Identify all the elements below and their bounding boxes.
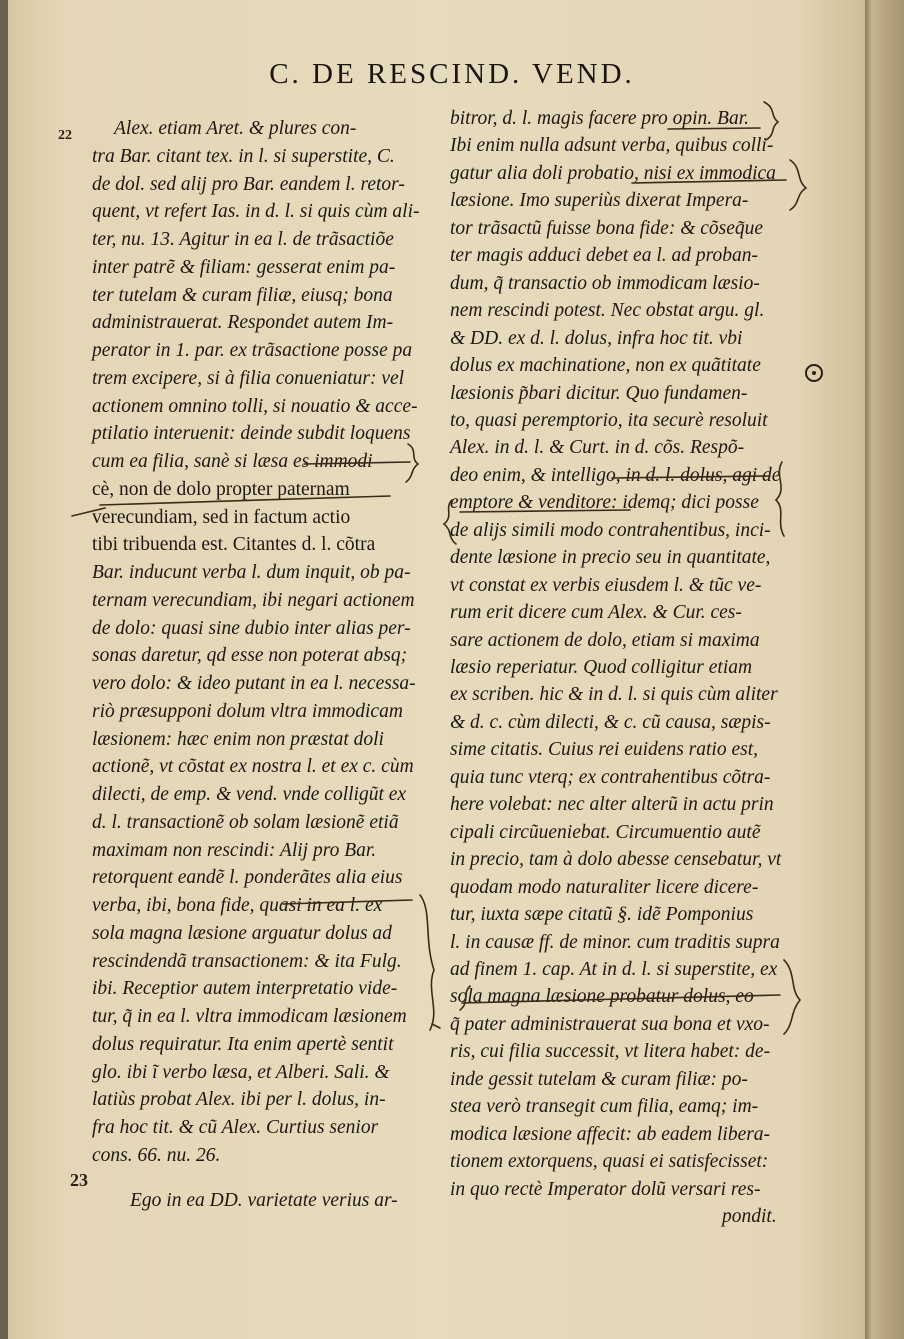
left-column-line: dolus requiratur. Ita enim apertè sentit (92, 1033, 394, 1055)
paternam-stroke (72, 508, 105, 516)
bracket-right-1 (764, 102, 778, 140)
left-column-line: rescindendã transactionem: & ita Fulg. (92, 950, 402, 972)
left-column-line: de dol. sed alij pro Bar. eandem l. retor- (92, 173, 405, 195)
right-column-line: ex scriben. hic & in d. l. si quis cùm aliter (450, 684, 778, 706)
right-column-line: tor trãsactũ fuisse bona fide: & cõseq̃ue (450, 217, 764, 239)
left-column-line: actionẽ, vt cõstat ex nostra l. et ex c. cùm (92, 756, 414, 778)
right-column-line: læsionis p̃bari dicitur. Quo fundamen- (450, 382, 748, 404)
right-column-line: l. in causæ ff. de minor. cum traditis supra (450, 931, 780, 953)
bracket-left-1 (406, 444, 418, 482)
right-column-line: vt constat ex verbis eiusdem l. & tũc ve- (450, 574, 762, 596)
right-column-line: sime citatis. Cuius rei euidens ratio est, (450, 739, 759, 761)
right-column-line: quia tunc vterq; ex contrahentibus cõtra- (450, 766, 771, 788)
left-column-line: fra hoc tit. & cũ Alex. Curtius senior (92, 1117, 379, 1138)
margin-number-22: 22 (58, 128, 72, 143)
left-column-line: riò præsupponi dolum vltra immodicam (92, 700, 403, 722)
left-column-line: inter patrẽ & filiam: gesserat enim pa- (92, 256, 396, 278)
left-column-line: verecundiam, sed in factum actio (92, 506, 351, 528)
left-column-line: tibi tribuenda est. Citantes d. l. cõtra (92, 534, 376, 556)
right-column-line: gatur alia doli probatio, nisi ex immodica (450, 162, 776, 184)
left-column-line: ternam verecundiam, ibi negari actionem (92, 589, 415, 611)
running-header: C. DE RESCIND. VEND. (269, 58, 635, 90)
right-column-line: dolus ex machinatione, non ex quãtitate (450, 355, 761, 377)
right-column-line: stea verò transegit cum filia, eamq; im- (450, 1096, 759, 1118)
underline-nisi-ex-immodica (632, 180, 786, 183)
right-column-line: here volebat: nec alter alterũ in actu prin (450, 794, 774, 816)
right-column-line: cipali circũueniebat. Circumuentio autẽ (450, 821, 761, 843)
right-column-line: to, quasi peremptorio, ita securè resoluit (450, 409, 768, 431)
bracket-left-3 (444, 500, 456, 544)
left-column-line: trem excipere, si à filia conueniatur: vel (92, 367, 405, 389)
right-column-line: ter magis adduci debet ea l. ad proban- (450, 245, 758, 267)
underline-immodice (304, 462, 410, 464)
left-column-line: ibi. Receptior autem interpretatio vide- (92, 978, 398, 1000)
right-column-line: Alex. in d. l. & Curt. in d. cõs. Respõ- (450, 437, 745, 459)
left-column-line: maximam non rescindi: Alij pro Bar. (92, 839, 377, 861)
bracket-left-4 (460, 986, 470, 1010)
left-column-line: læsionem: hæc enim non præstat doli (92, 728, 384, 750)
underline-emptore (460, 510, 630, 512)
left-column-line: vero dolo: & ideo putant in ea l. necessa- (92, 673, 416, 694)
right-column-line: tur, iuxta sæpe citatũ §. idẽ Pomponius (450, 904, 754, 926)
right-column-line: læsio reperiatur. Quod colligitur etiam (450, 657, 753, 678)
bracket-right-3 (776, 462, 784, 536)
right-column-line: q̃ pater administrauerat sua bona et vxo- (450, 1013, 770, 1035)
left-column-line: quent, vt refert Ias. in d. l. si quis cùm ali- (92, 201, 420, 223)
left-column-line: cons. 66. nu. 26. (92, 1144, 221, 1166)
right-column-line: rum erit dicere cum Alex. & Cur. ces- (450, 602, 742, 624)
left-column-line: actionem omnino tolli, si nouatio & acce- (92, 395, 418, 417)
left-column-line: tur, q̃ in ea l. vltra immodicam læsionem (92, 1006, 407, 1027)
margin-number-23: 23 (70, 1170, 88, 1190)
left-column-line: ptilatio interuenit: deinde subdit loquens (92, 423, 411, 445)
left-column-line: administrauerat. Respondet autem Im- (92, 312, 394, 334)
tick-mark-left (432, 1024, 440, 1028)
right-column-line: tionem extorquens, quasi ei satisfecisset: (450, 1151, 769, 1173)
right-column-line: modica læsione affecit: ab eadem libera- (450, 1123, 771, 1145)
underline-opin-bar (668, 128, 760, 129)
right-column-line: in precio, tam à dolo abesse censebatur, vt (450, 849, 782, 871)
right-column-line: quodam modo naturaliter licere dicere- (450, 876, 759, 898)
right-column-line: bitror, d. l. magis facere pro opin. Bar. (450, 108, 750, 129)
left-column-line: latiùs probat Alex. ibi per l. dolus, in- (92, 1089, 386, 1111)
right-column-line: & DD. ex d. l. dolus, infra hoc tit. vbi (450, 327, 743, 349)
right-column-line: ris, cui filia successit, vt litera habet: de- (450, 1041, 771, 1063)
left-column-line: Ego in ea DD. varietate verius ar- (130, 1189, 398, 1211)
right-column-line: læsione. Imo superiùs dixerat Impera- (450, 190, 749, 212)
left-column-line: sonas daretur, qd esse non poterat absq; (92, 645, 408, 667)
right-column-line: in quo rectè Imperator dolũ versari res- (450, 1178, 761, 1200)
left-column-line: cum ea filia, sanè si læsa es immodi (92, 451, 373, 472)
left-column-line: sola magna læsione arguatur dolus ad (92, 922, 392, 944)
left-column-line: d. l. transactionẽ ob solam læsionẽ etiã (92, 811, 399, 833)
left-column-line: dilecti, de emp. & vend. vnde colligũt ex (92, 784, 407, 805)
right-column-line: pondit. (722, 1206, 777, 1227)
left-column-line: tra Bar. citant tex. in l. si superstite, C. (92, 145, 395, 167)
right-column-line: inde gessit tutelam & curam filiæ: po- (450, 1068, 748, 1090)
underline-dolus-emptore (612, 476, 770, 478)
left-column-line: retorquent eandẽ l. ponderãtes alia eius (92, 867, 403, 889)
right-column-line: Ibi enim nulla adsunt verba, quibus colli- (450, 135, 774, 157)
right-column-line: dum, q̃ transactio ob immodicam læsio- (450, 272, 760, 294)
underline-sola-magna (462, 995, 780, 1003)
bracket-right-4 (784, 960, 800, 1034)
right-column-line: dente læsione in precio seu in quantitate, (450, 547, 771, 569)
right-column-line: sola magna læsione probatur dolus, eo (450, 986, 754, 1008)
right-column-line: deo enim, & intelligo, in d. l. dolus, agi de (450, 464, 781, 486)
right-column-line: ad finem 1. cap. At in d. l. si superstite, ex (450, 958, 778, 980)
left-column-line: glo. ibi ĩ verbo læsa, et Alberi. Sali. & (92, 1061, 390, 1083)
bracket-left-2 (420, 895, 434, 1030)
left-column-line: ter tutelam & curam filiæ, eiusq; bona (92, 284, 393, 306)
left-column-line: cè, non de dolo propter paternam (92, 478, 350, 500)
right-column-line: de alijs simili modo contrahentibus, inci- (450, 519, 771, 541)
right-column-line: sare actionem de dolo, etiam si maxima (450, 629, 760, 651)
left-column-line: ter, nu. 13. Agitur in ea l. de trãsactiõe (92, 229, 394, 250)
left-column-line: Bar. inducunt verba l. dum inquit, ob pa- (92, 562, 411, 583)
left-column-line: de dolo: quasi sine dubio inter alias per- (92, 617, 411, 639)
right-column-line: emptore & venditore: idemq; dici posse (450, 492, 759, 514)
left-column-line: verba, ibi, bona fide, quasi in ea l. ex (92, 895, 383, 916)
left-column-line: perator in 1. par. ex trãsactione posse pa (92, 340, 413, 361)
left-column-line: Alex. etiam Aret. & plures con- (114, 118, 357, 139)
underline-quasi-in-ea (283, 900, 412, 904)
right-column-line: & d. c. cùm dilecti, & c. cũ causa, sæpis- (450, 711, 771, 733)
right-column-line: nem rescindi potest. Nec obstat argu. gl. (450, 300, 765, 322)
underline-paternam (100, 496, 390, 505)
bracket-right-2 (790, 160, 806, 210)
